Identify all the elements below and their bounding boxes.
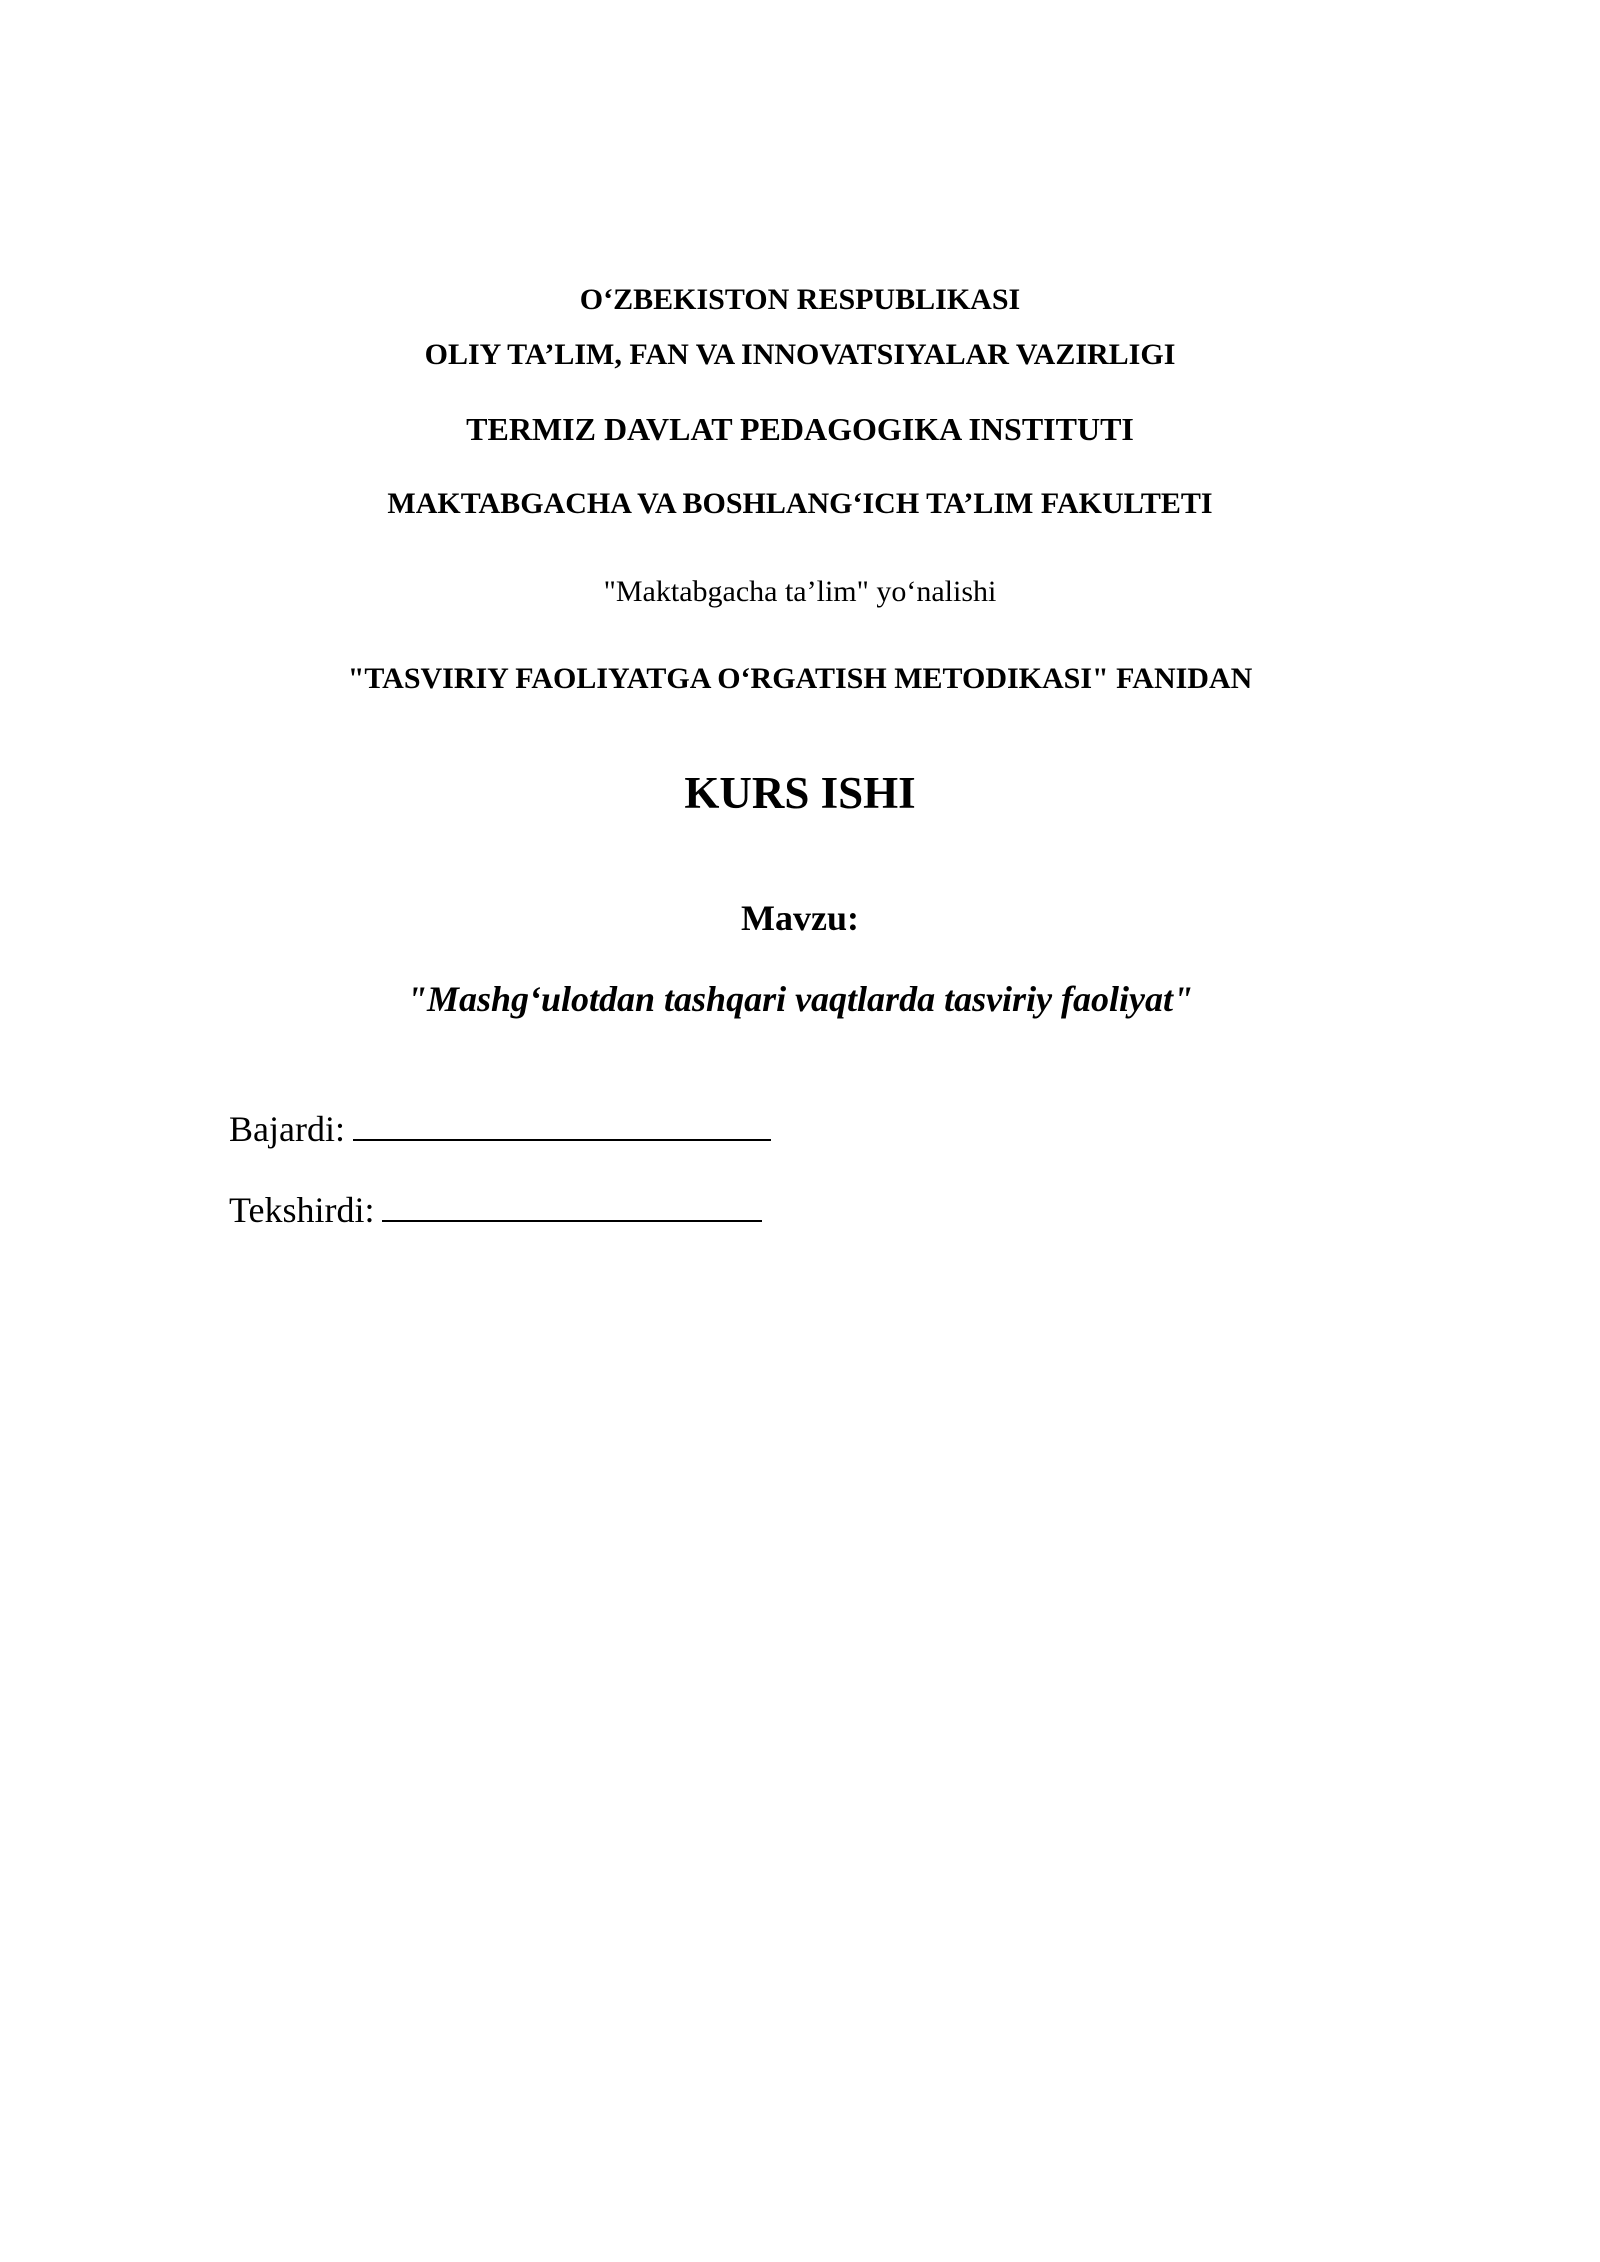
- performed-by-field: [229, 1108, 771, 1150]
- performed-by-label: Bajardi:: [229, 1109, 345, 1149]
- republic-heading: O‘ZBEKISTON RESPUBLIKASI: [579, 283, 1021, 316]
- institute-heading: TERMIZ DAVLAT PEDAGOGIKA INSTITUTI: [466, 411, 1134, 447]
- topic-label: Mavzu:: [741, 898, 859, 938]
- performed-by-blank-line: [353, 1111, 771, 1141]
- checked-by-label: Tekshirdi:: [229, 1190, 375, 1230]
- checked-by-blank-line: [382, 1192, 762, 1222]
- topic-title: "Mashg‘ulotdan tashqari vaqtlarda tasviriy faoliyat": [406, 979, 1194, 1019]
- subject-heading: "TASVIRIY FAOLIYATGA O‘RGATISH METODIKASI" FANIDAN: [347, 662, 1253, 695]
- checked-by-field: [229, 1189, 762, 1231]
- document-type-title: KURS ISHI: [684, 768, 916, 818]
- ministry-heading: OLIY TA’LIM, FAN VA INNOVATSIYALAR VAZIRLIGI: [424, 338, 1176, 371]
- faculty-heading: MAKTABGACHA VA BOSHLANG‘ICH TA’LIM FAKULTETI: [387, 487, 1213, 520]
- direction-line: "Maktabgacha ta’lim" yo‘nalishi: [603, 575, 997, 608]
